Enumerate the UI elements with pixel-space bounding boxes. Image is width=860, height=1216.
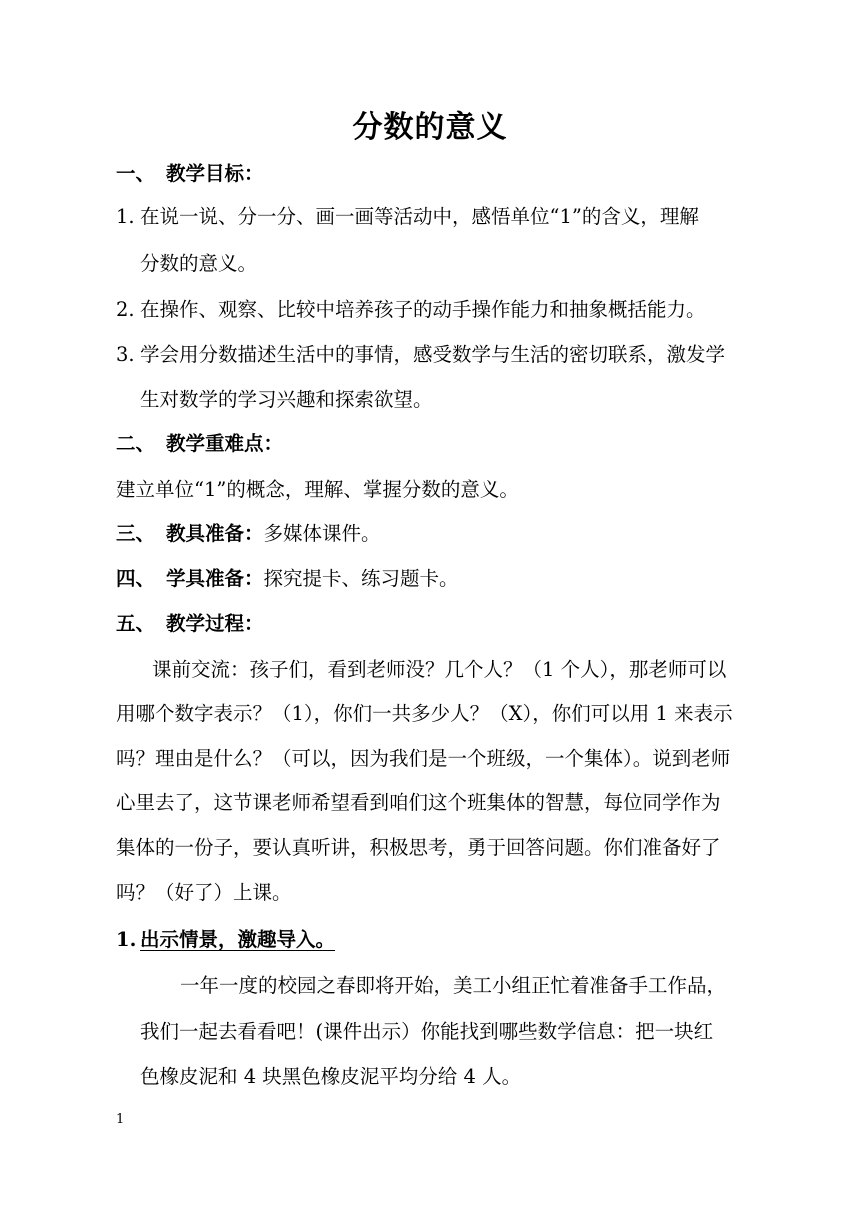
step-text-line: 色橡皮泥和 4 块黑色橡皮泥平均分给 4 人。 [140,1065,522,1088]
section-number: 二、 [116,432,156,455]
objective-text: 在说一说、分一分、画一画等活动中，感悟单位“1”的含义，理解 [140,205,699,228]
objective-number: 3. [116,343,135,366]
section-heading-key-points [116,430,283,458]
intro-line: 集体的一份子，要认真听讲，积极思考，勇于回答问题。你们准备好了 [116,836,721,859]
key-points-text: 建立单位“1”的概念，理解、掌握分数的意义。 [116,478,519,501]
objective-number: 2. [116,298,135,321]
page-number: 1 [116,1112,125,1127]
section-learning-aids [116,565,459,593]
step-text-line: 一年一度的校园之春即将开始，美工小组正忙着准备手工作品， [180,974,727,997]
intro-line: 心里去了，这节课老师希望看到咱们这个班集体的智慧，每位同学作为 [116,791,721,814]
objective-text-continued: 分数的意义。 [140,252,258,275]
section-teaching-aids [116,520,381,548]
objective-number: 1. [116,205,135,228]
intro-line: 用哪个数字表示？（1），你们一共多少人？（X），你们可以用 1 来表示 [116,702,733,725]
section-heading-process [116,610,264,638]
section-number: 三、 [116,522,156,545]
section-text: 探究提卡、练习题卡。 [263,567,459,590]
intro-line: 吗？理由是什么？（可以，因为我们是一个班级，一个集体）。说到老师 [116,747,731,770]
section-title: 教学目标： [166,162,264,185]
step-title: 出示情景，激趣导入。 [140,928,336,951]
objective-item [116,341,725,369]
section-title: 教具准备： [166,522,264,545]
page-title: 分数的意义 [352,110,508,145]
intro-line: 吗？（好了）上课。 [116,881,292,904]
section-number: 五、 [116,612,156,635]
objective-text-continued: 生对数学的学习兴趣和探索欲望。 [140,388,433,411]
step-heading [116,926,335,954]
objective-text: 学会用分数描述生活中的事情，感受数学与生活的密切联系，激发学 [140,343,726,366]
step-text-line: 我们一起去看看吧！(课件出示）你能找到哪些数学信息：把一块红 [140,1020,714,1043]
section-number: 一、 [116,162,156,185]
objective-item [116,296,706,324]
section-title: 学具准备： [166,567,264,590]
step-number: 1. [116,928,137,951]
section-title: 教学过程： [166,612,264,635]
objective-text: 在操作、观察、比较中培养孩子的动手操作能力和抽象概括能力。 [140,298,706,321]
section-number: 四、 [116,567,156,590]
intro-line: 课前交流：孩子们，看到老师没？几个人？（1 个人），那老师可以 [152,658,727,681]
section-text: 多媒体课件。 [263,522,381,545]
section-title: 教学重难点： [166,432,284,455]
section-heading-objectives [116,160,264,188]
objective-item [116,203,699,231]
